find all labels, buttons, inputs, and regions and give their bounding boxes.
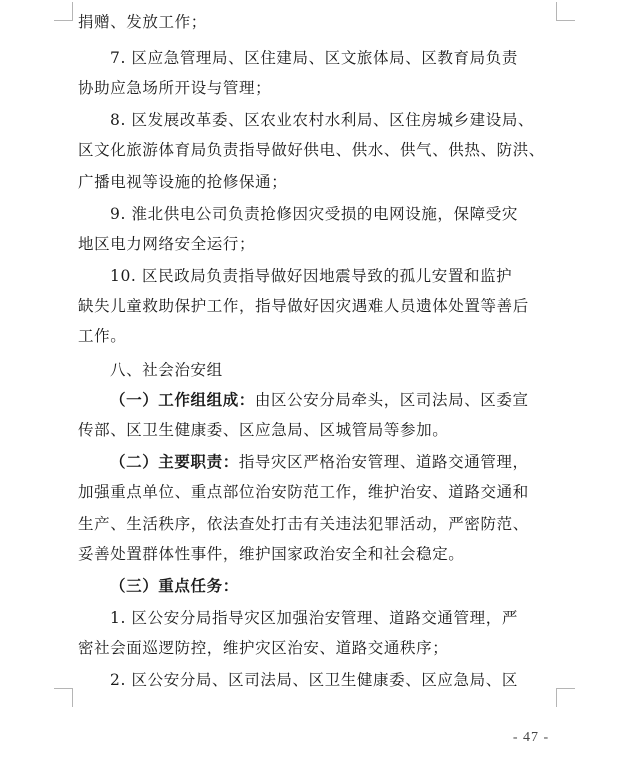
- page-number: - 47 -: [512, 730, 550, 745]
- crop-mark-bottom-right: [556, 688, 575, 707]
- text-line: 传部、区卫生健康委、区应急局、区城管局等参加。: [78, 421, 449, 439]
- section-heading: 八、社会治安组: [110, 361, 223, 379]
- text-line: 2. 区公安分局、区司法局、区卫生健康委、区应急局、区: [110, 671, 518, 689]
- text-line: 加强重点单位、重点部位治安防范工作，维护治安、道路交通和: [78, 483, 529, 501]
- text-line: 地区电力网络安全运行；: [78, 235, 256, 253]
- text-line: 7. 区应急管理局、区住建局、区文旅体局、区教育局负责: [110, 49, 518, 67]
- text-line: 广播电视等设施的抢修保通；: [78, 173, 288, 191]
- text-line: 1. 区公安分局指导灾区加强治安管理、道路交通管理，严: [110, 609, 518, 627]
- text-line: 妥善处置群体性事件，维护国家政治安全和社会稳定。: [78, 545, 465, 563]
- text-span: 由区公安分局牵头，区司法局、区委宣: [254, 391, 529, 409]
- text-span: 指导灾区严格治安管理、道路交通管理，: [238, 453, 529, 471]
- subheading-label: （二）主要职责：: [110, 452, 239, 471]
- text-line: 10. 区民政局负责指导做好因地震导致的孤儿安置和监护: [110, 267, 513, 285]
- text-line: 捐赠、发放工作；: [78, 13, 207, 31]
- text-line: 8. 区发展改革委、区农业农村水利局、区住房城乡建设局、: [110, 111, 535, 129]
- crop-mark-top-right: [556, 2, 575, 21]
- text-line: 生产、生活秩序，依法查处打击有关违法犯罪活动，严密防范、: [78, 515, 529, 533]
- crop-mark-top-left: [54, 2, 73, 21]
- text-line: 区文化旅游体育局负责指导做好供电、供水、供气、供热、防洪、: [78, 141, 545, 159]
- text-line: 工作。: [78, 327, 127, 345]
- text-line: [110, 390, 558, 410]
- text-line: 协助应急场所开设与管理；: [78, 79, 272, 97]
- crop-mark-bottom-left: [54, 688, 73, 707]
- subheading-label: （一）工作组组成：: [110, 390, 255, 409]
- text-line: 9. 淮北供电公司负责抢修因灾受损的电网设施，保障受灾: [110, 205, 518, 223]
- text-line: 密社会面巡逻防控，维护灾区治安、道路交通秩序；: [78, 639, 449, 657]
- text-line: [110, 452, 558, 472]
- subheading-label: （三）重点任务：: [110, 576, 239, 595]
- text-line: 缺失儿童救助保护工作，指导做好因灾遇难人员遗体处置等善后: [78, 297, 529, 315]
